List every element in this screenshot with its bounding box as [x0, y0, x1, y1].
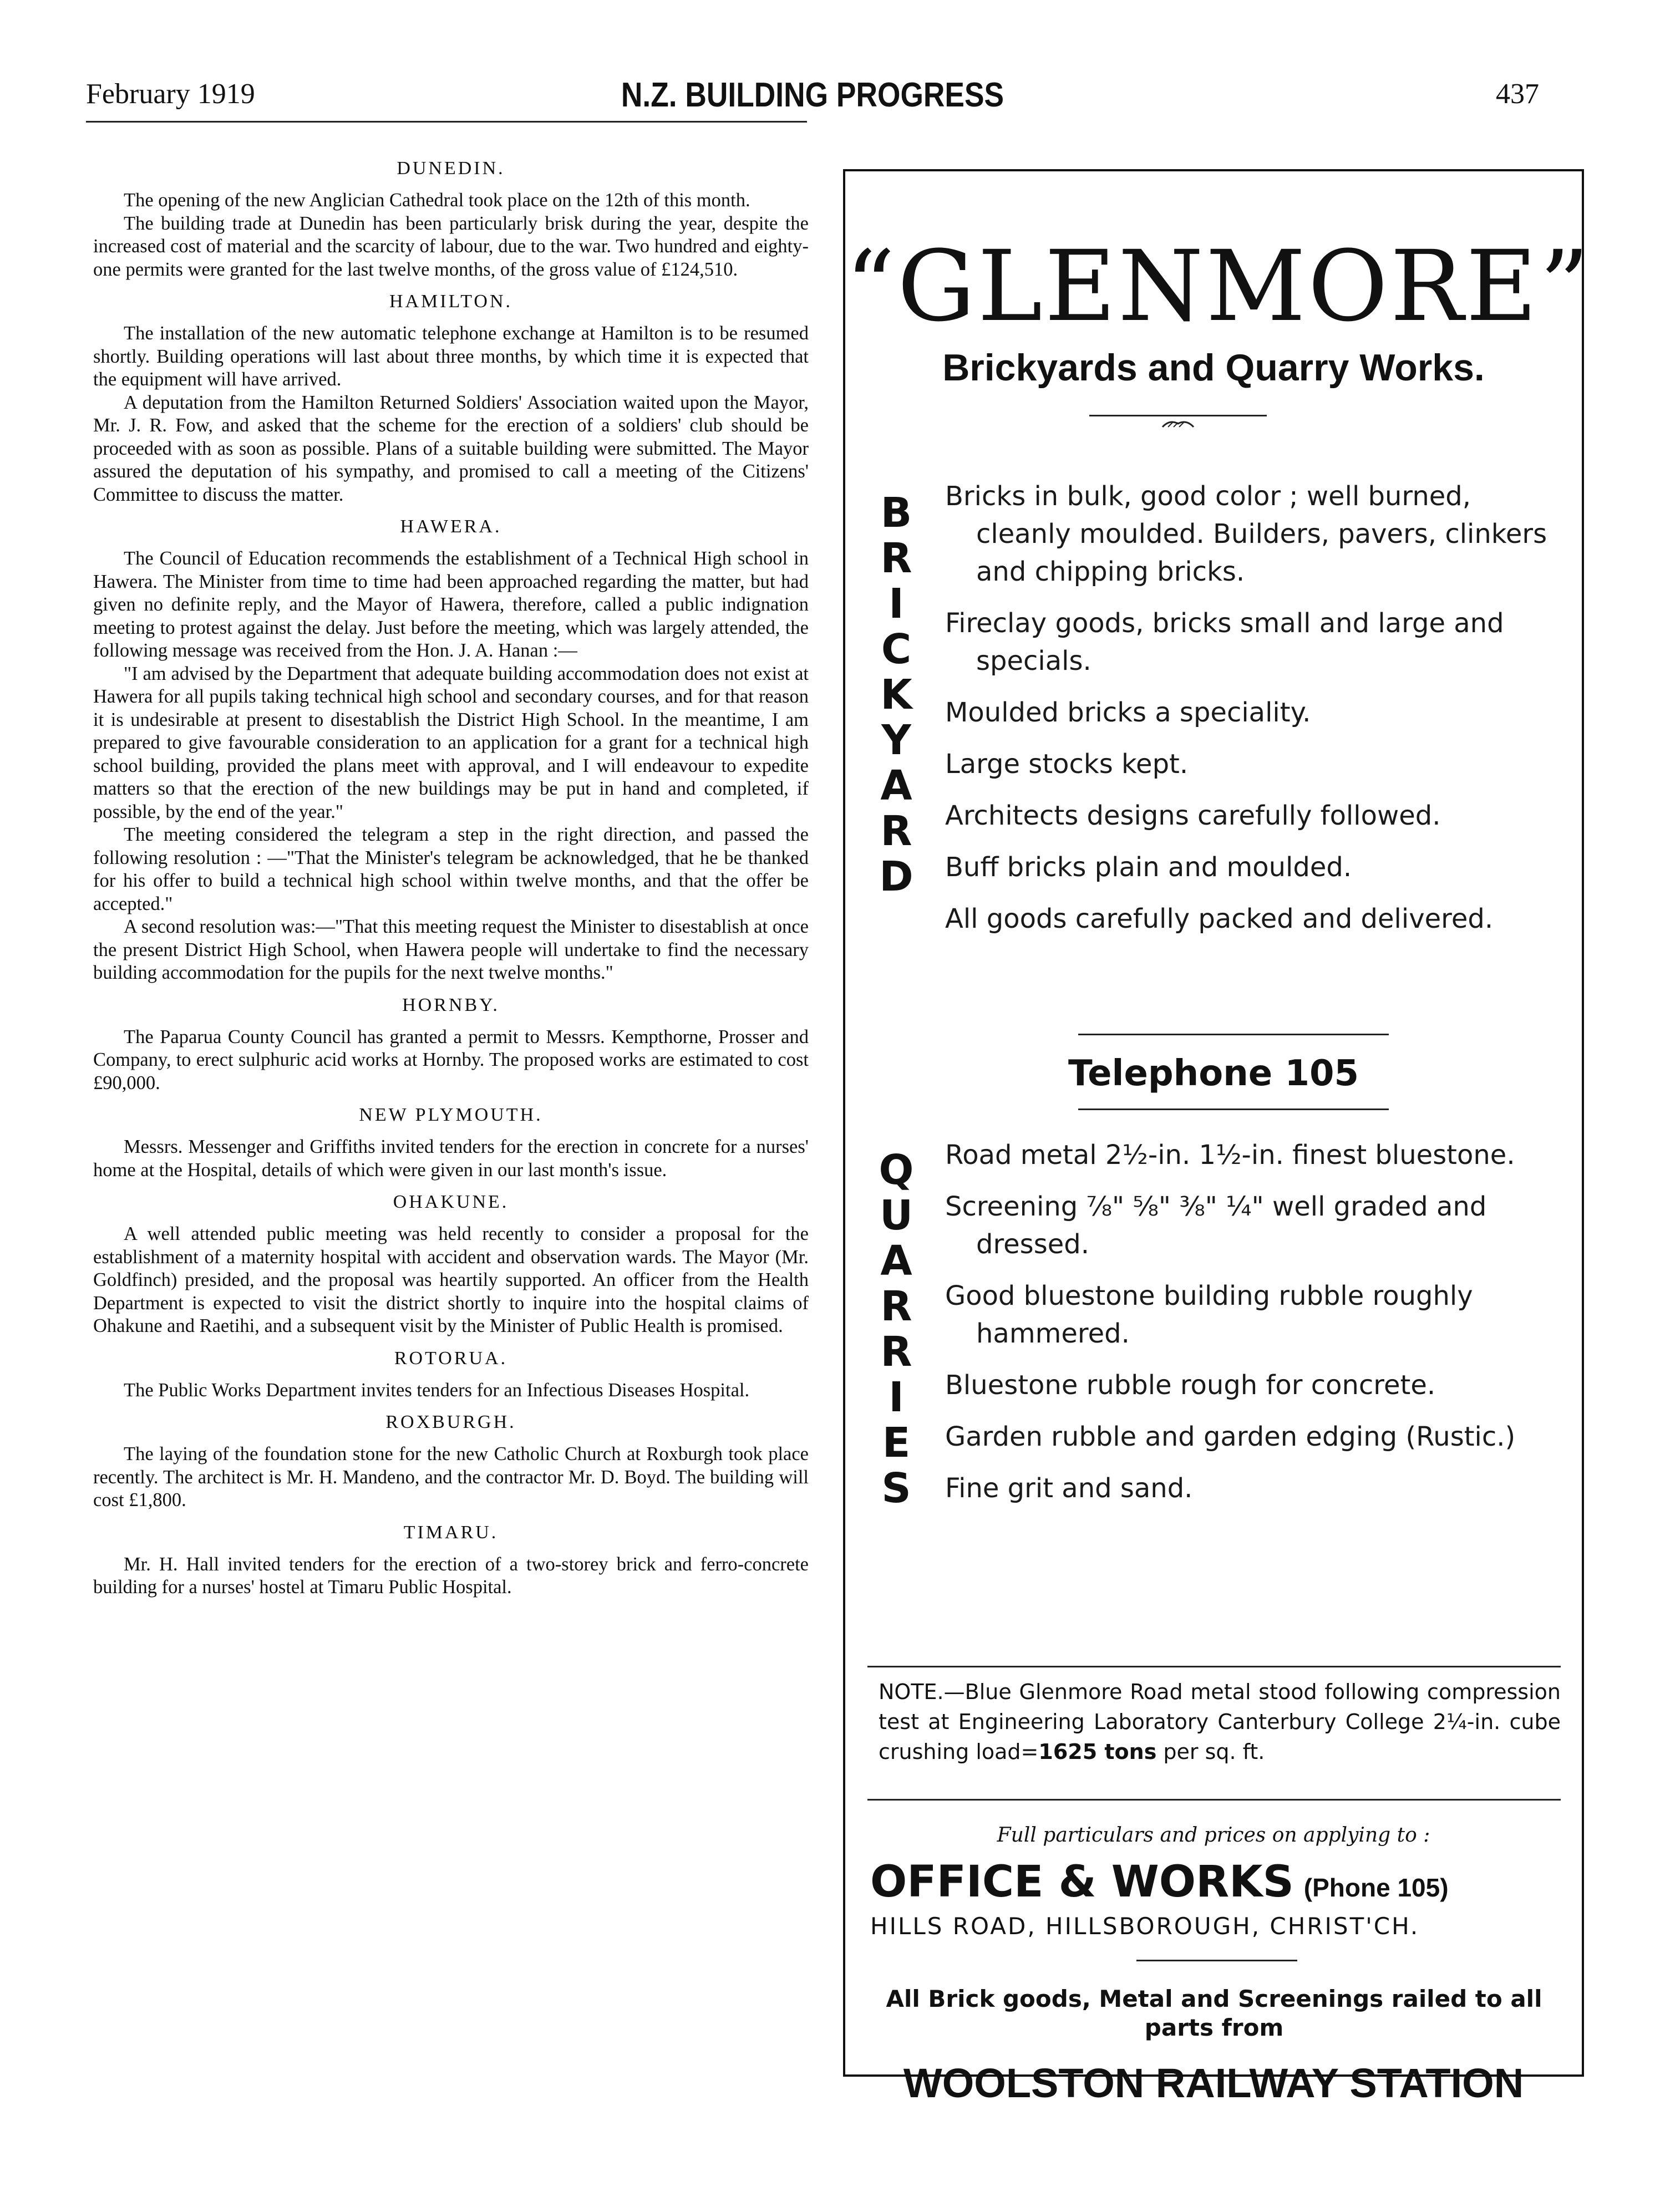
news-section: [93, 158, 809, 281]
section-heading: NEW PLYMOUTH.: [359, 1105, 543, 1125]
section-paragraph: A well attended public meeting was held recently to consider a proposal for the establishment of a maternity hospital with accident and observation wards. The Mayor (Mr. Goldfinch) presided, and the proposal was heartily supported. An officer from the Health Department is expected to visit the district shortly to inquire into the hospital claims of Ohakune and Raetihi, and a subsequent visit by the Minister of Public Health is promised.: [93, 1223, 809, 1336]
news-section: [93, 1348, 809, 1402]
vertical-letter: Q: [879, 1146, 914, 1194]
vertical-letter: Y: [881, 716, 911, 764]
advert-item: Fireclay goods, bricks small and large and specials.: [945, 608, 1504, 677]
news-section: [93, 1105, 809, 1182]
section-paragraph: The Public Works Department invites tenders for an Infectious Diseases Hospital.: [124, 1379, 750, 1401]
vertical-letter: A: [880, 1237, 912, 1285]
news-section: [93, 516, 809, 985]
compression-test-note: [879, 1677, 1561, 1767]
vertical-letter: I: [889, 580, 904, 628]
section-heading: ROXBURGH.: [385, 1412, 516, 1432]
contact-rule: [867, 1799, 1561, 1801]
vertical-letter: C: [881, 626, 912, 673]
advert-item: Screening ⅞" ⅝" ⅜" ¼" well graded and dressed.: [945, 1191, 1487, 1260]
glenmore-advertisement: [843, 169, 1592, 2106]
news-section: [93, 1412, 809, 1512]
section-paragraph: The installation of the new automatic telephone exchange at Hamilton is to be resumed shortly. Building operations will last about three months, by which time it is expected that the equipment will have arrived.: [93, 323, 809, 390]
section-paragraph: "I am advised by the Department that adequate building accommodation does not exist at Hawera for all pupils taking technical high school and secondary courses, and for that reason it is undesirable at present to disestablish the District High School. In the meantime, I am prepared to give favourable consideration to an application for a grant for a technical high school building, provided the plans meet with approval, and I will endeavour to expedite matters so that the erection of the new buildings may be put in hand and completed, if possible, by the end of the year.": [93, 663, 809, 822]
telephone-rule-bottom: [1078, 1108, 1389, 1110]
page-number: 437: [1496, 78, 1539, 110]
railed-notice: All Brick goods, Metal and Screenings railed to all parts from: [886, 1985, 1542, 2041]
ornament-divider: [1089, 413, 1267, 435]
section-heading: HAMILTON.: [389, 291, 513, 312]
vertical-letter: R: [880, 1328, 912, 1376]
page-header: [86, 78, 1539, 122]
advert-item: Large stocks kept.: [945, 749, 1189, 780]
section-heading: OHAKUNE.: [393, 1192, 509, 1212]
flourish-icon: [1161, 419, 1195, 428]
section-paragraph: The building trade at Dunedin has been particularly brisk during the year, despite the increased cost of material and the scarcity of labour, due to the war. Two hundred and eighty-one permits were granted for the last twelve months, of the gross value of £124,510.: [93, 212, 809, 280]
section-paragraph: The Council of Education recommends the establishment of a Technical High school in Hawera. The Minister from time to time had been approached regarding the matter, but had given no definite reply, and the Mayor of Hawera, therefore, called a public indignation meeting to protest against the delay. Just before the meeting, which was largely attended, the following message was received from the Hon. J. A. Hanan :—: [93, 548, 809, 661]
section-heading: DUNEDIN.: [397, 158, 505, 179]
office-phone: (Phone 105): [1303, 1873, 1449, 1902]
advert-subtitle: Brickyards and Quarry Works.: [942, 347, 1485, 389]
section-heading: HORNBY.: [402, 994, 500, 1015]
vertical-letter: R: [880, 1283, 912, 1330]
vertical-letter: R: [880, 807, 912, 855]
section-paragraph: A deputation from the Hamilton Returned Soldiers' Association waited upon the Mayor, Mr. J. R. Fow, and asked that the scheme for the erection of a soldiers' club should be proceeded with as soon as possible. Plans of a suitable building were submitted. The Mayor assured the deputation of his sympathy, and promised to call a meeting of the Citizens' Committee to discuss the matter.: [93, 391, 809, 505]
quarries-list: [945, 1136, 1561, 1521]
section-paragraph: The opening of the new Anglician Cathedral took place on the 12th of this month.: [124, 190, 750, 211]
vertical-letter: S: [881, 1465, 911, 1512]
advert-item: Moulded bricks a speciality.: [945, 697, 1311, 728]
vertical-letter: E: [882, 1419, 911, 1467]
advert-item: Garden rubble and garden edging (Rustic.): [945, 1421, 1516, 1452]
office-works: OFFICE & WORKS: [870, 1857, 1294, 1907]
office-line: [870, 1857, 1563, 1907]
vertical-letter: K: [880, 671, 912, 719]
section-heading: HAWERA.: [400, 516, 502, 537]
advert-item: Buff bricks plain and moulded.: [945, 852, 1352, 883]
news-section: [93, 1522, 809, 1599]
advert-item: Bricks in bulk, good color ; well burned, cleanly moulded. Builders, pavers, clinkers and chipping bricks.: [945, 481, 1547, 587]
vertical-letter: I: [889, 1374, 904, 1421]
telephone-rule-top: [1078, 1034, 1389, 1035]
publication-title: N.Z. BUILDING PROGRESS: [621, 76, 1004, 114]
telephone-number: Telephone 105: [1068, 1053, 1359, 1094]
vertical-letter: U: [879, 1192, 913, 1239]
note-load: 1625 tons: [1038, 1740, 1157, 1764]
advert-title: “GLENMORE”: [845, 230, 1592, 343]
advert-item: Architects designs carefully followed.: [945, 800, 1441, 831]
vertical-letter: A: [880, 762, 912, 810]
vertical-letter: R: [880, 535, 912, 582]
news-column: [93, 158, 809, 1599]
section-heading: TIMARU.: [403, 1522, 499, 1543]
full-particulars: Full particulars and prices on applying to :: [997, 1824, 1430, 1847]
vertical-letter: D: [879, 853, 913, 901]
section-paragraph: The meeting considered the telegram a step in the right direction, and passed the following resolution : —"That the Minister's telegram be acknowledged, that he be thanked for his offer to build a technical high school within twelve months, and that the offer be accepted.": [93, 824, 809, 914]
news-section: [93, 1192, 809, 1338]
note-rule: [867, 1666, 1561, 1667]
section-paragraph: Messrs. Messenger and Griffiths invited tenders for the erection in concrete for a nurses' home at the Hospital, details of which were given in our last month's issue.: [93, 1136, 809, 1181]
section-heading: ROTORUA.: [394, 1347, 508, 1369]
vertical-letter: B: [880, 489, 912, 537]
advert-item: Good bluestone building rubble roughly hammered.: [945, 1280, 1473, 1349]
section-paragraph: Mr. H. Hall invited tenders for the erection of a two-storey brick and ferro-concrete building for a nurses' hostel at Timaru Public Hospital.: [93, 1553, 809, 1598]
section-paragraph: The Paparua County Council has granted a permit to Messrs. Kempthorne, Prosser and Company, to erect sulphuric acid works at Hornby. The proposed works are estimated to cost £90,000.: [93, 1026, 809, 1094]
address-rule: [1136, 1960, 1297, 1961]
news-section: [93, 995, 809, 1095]
note-text: NOTE.—Blue Glenmore Road metal stood following compression test at Engineering Laboratory Canterbury College 2¼-in. cube crushing load=: [879, 1680, 1561, 1764]
advert-item: Road metal 2½-in. 1½-in. finest bluestone.: [945, 1140, 1515, 1171]
brickyard-list: [945, 477, 1561, 952]
issue-date: February 1919: [86, 78, 255, 110]
office-address: HILLS ROAD, HILLSBOROUGH, CHRIST'CH.: [870, 1913, 1420, 1940]
section-paragraph: The laying of the foundation stone for the new Catholic Church at Roxburgh took place recently. The architect is Mr. H. Mandeno, and the contractor Mr. D. Boyd. The building will cost £1,800.: [93, 1443, 809, 1511]
advert-item: Fine grit and sand.: [945, 1473, 1193, 1504]
header-rule: [86, 121, 807, 123]
railway-station: WOOLSTON RAILWAY STATION: [903, 2060, 1524, 2106]
section-paragraph: A second resolution was:—"That this meeting request the Minister to disestablish at once the present District High School, when Hawera people will undertake to find the necessary building accommodation for the pupils for the next twelve months.": [93, 916, 809, 983]
note-unit: per sq. ft.: [1156, 1740, 1265, 1764]
advert-item: Bluestone rubble rough for concrete.: [945, 1370, 1436, 1401]
news-section: [93, 291, 809, 506]
brickyard-vertical-label: [874, 490, 918, 899]
advert-item: All goods carefully packed and delivered.: [945, 903, 1494, 934]
quarries-vertical-label: [874, 1147, 918, 1511]
